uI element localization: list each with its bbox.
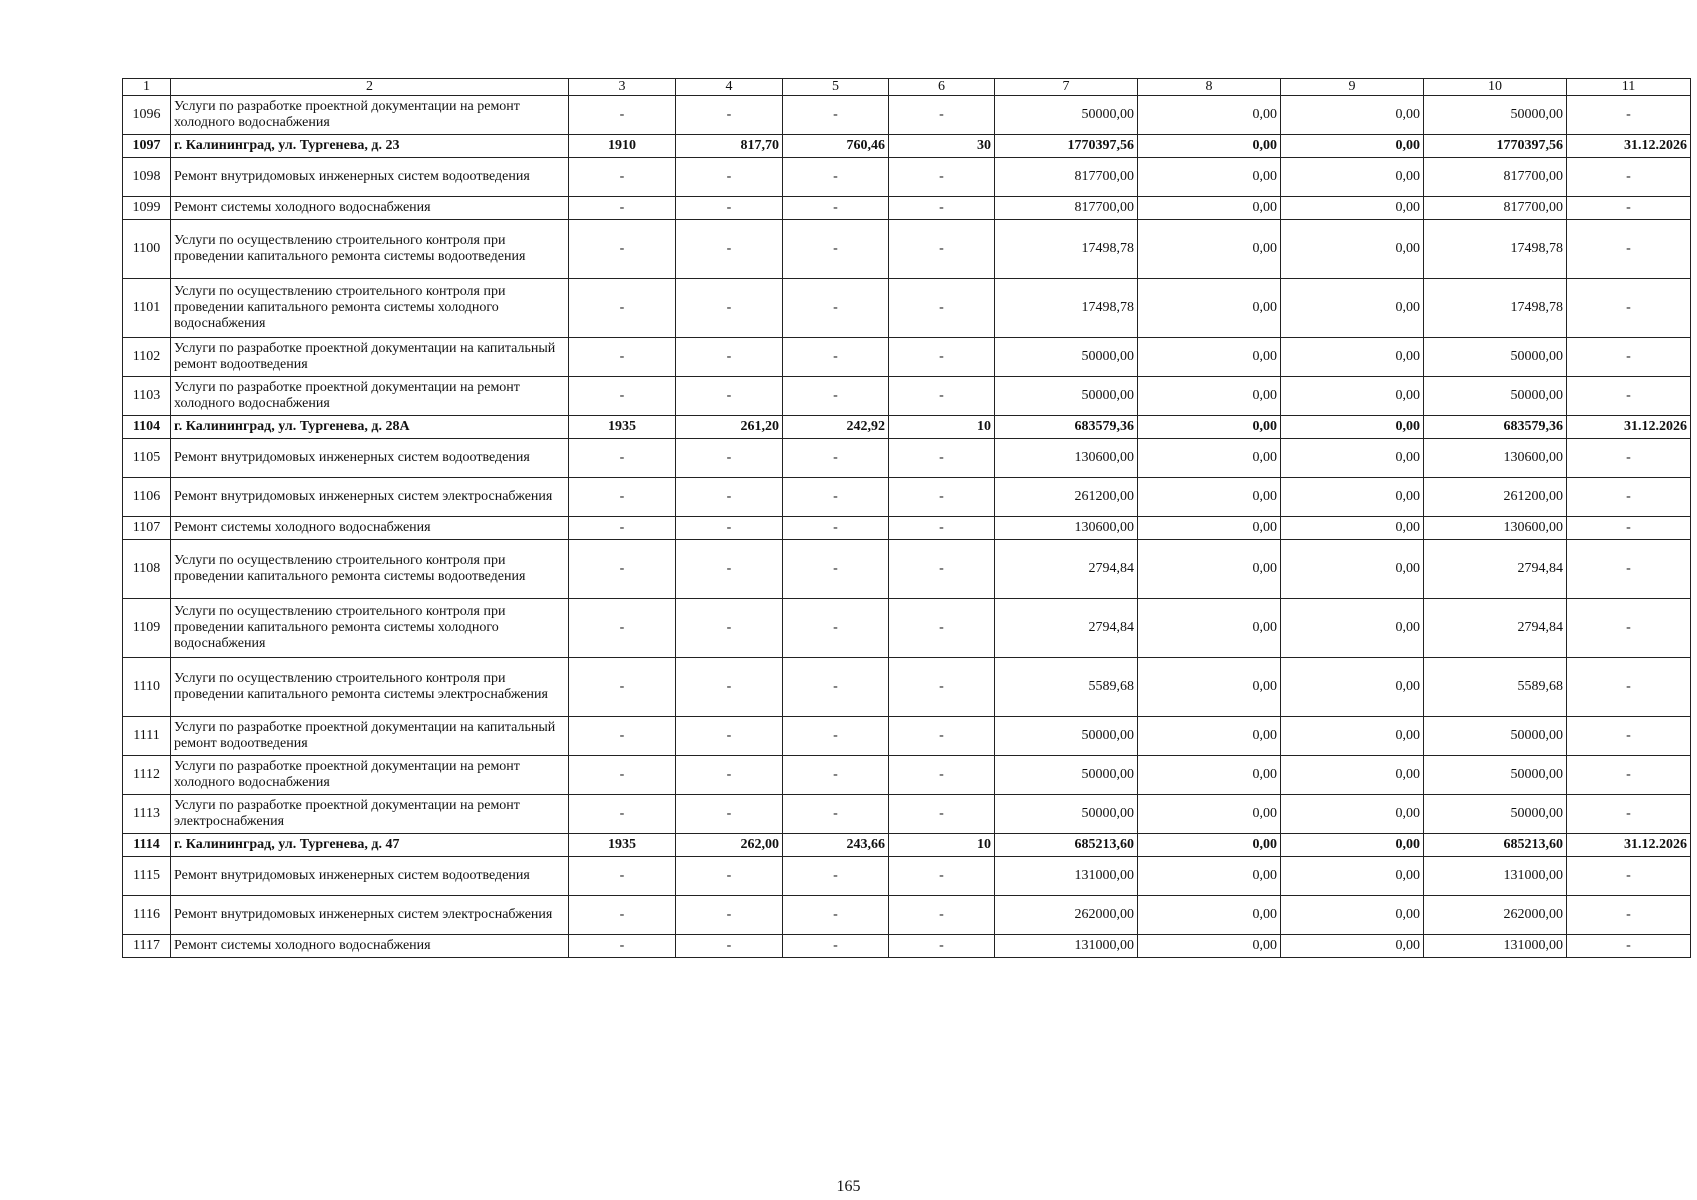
table-row <box>123 338 1691 377</box>
cost-owners-cell: 2794,84 <box>1424 540 1567 599</box>
year-cell: - <box>569 96 676 135</box>
residents-cell: - <box>889 540 995 599</box>
column-header: 7 <box>995 79 1138 96</box>
cost-fund-cell: 0,00 <box>1138 857 1281 896</box>
area-living-cell: - <box>783 756 889 795</box>
area-living-cell: - <box>783 220 889 279</box>
work-name-cell: Ремонт системы холодного водоснабжения <box>171 517 569 540</box>
residents-cell: - <box>889 756 995 795</box>
area-living-cell: 760,46 <box>783 135 889 158</box>
table-row <box>123 478 1691 517</box>
residents-cell: - <box>889 795 995 834</box>
cost-total-cell: 17498,78 <box>995 279 1138 338</box>
column-header: 5 <box>783 79 889 96</box>
area-total-cell: - <box>676 935 783 958</box>
cost-fund-cell: 0,00 <box>1138 96 1281 135</box>
work-name-cell: Ремонт системы холодного водоснабжения <box>171 935 569 958</box>
cost-owners-cell: 50000,00 <box>1424 795 1567 834</box>
area-total-cell: - <box>676 158 783 197</box>
row-number-cell: 1115 <box>123 857 171 896</box>
area-living-cell: - <box>783 540 889 599</box>
cost-owners-cell: 2794,84 <box>1424 599 1567 658</box>
row-number-cell: 1113 <box>123 795 171 834</box>
deadline-cell: 31.12.2026 <box>1567 416 1691 439</box>
year-cell: - <box>569 896 676 935</box>
area-living-cell: - <box>783 338 889 377</box>
cost-fund-cell: 0,00 <box>1138 377 1281 416</box>
work-name-cell: г. Калининград, ул. Тургенева, д. 28А <box>171 416 569 439</box>
residents-cell: 30 <box>889 135 995 158</box>
cost-total-cell: 130600,00 <box>995 439 1138 478</box>
area-living-cell: - <box>783 158 889 197</box>
address-row <box>123 834 1691 857</box>
work-name-cell: Ремонт внутридомовых инженерных систем водоотведения <box>171 857 569 896</box>
area-total-cell: - <box>676 795 783 834</box>
area-total-cell: - <box>676 377 783 416</box>
row-number-cell: 1102 <box>123 338 171 377</box>
table-row <box>123 795 1691 834</box>
year-cell: 1935 <box>569 416 676 439</box>
table-row <box>123 935 1691 958</box>
cost-fund-cell: 0,00 <box>1138 935 1281 958</box>
cost-fund-cell: 0,00 <box>1138 658 1281 717</box>
area-total-cell: - <box>676 279 783 338</box>
residents-cell: - <box>889 197 995 220</box>
area-total-cell: 262,00 <box>676 834 783 857</box>
area-total-cell: - <box>676 857 783 896</box>
deadline-cell: 31.12.2026 <box>1567 135 1691 158</box>
table-row <box>123 96 1691 135</box>
column-number-header-row <box>123 79 1691 96</box>
area-total-cell: - <box>676 96 783 135</box>
table-row <box>123 517 1691 540</box>
cost-total-cell: 262000,00 <box>995 896 1138 935</box>
cost-owners-cell: 50000,00 <box>1424 756 1567 795</box>
cost-total-cell: 50000,00 <box>995 338 1138 377</box>
area-living-cell: - <box>783 935 889 958</box>
area-total-cell: - <box>676 658 783 717</box>
address-row <box>123 135 1691 158</box>
cost-total-cell: 261200,00 <box>995 478 1138 517</box>
residents-cell: - <box>889 857 995 896</box>
cost-total-cell: 130600,00 <box>995 517 1138 540</box>
residents-cell: - <box>889 158 995 197</box>
residents-cell: - <box>889 220 995 279</box>
cost-budget-cell: 0,00 <box>1281 338 1424 377</box>
deadline-cell: - <box>1567 377 1691 416</box>
residents-cell: - <box>889 279 995 338</box>
area-total-cell: - <box>676 478 783 517</box>
deadline-cell: - <box>1567 96 1691 135</box>
cost-budget-cell: 0,00 <box>1281 658 1424 717</box>
cost-owners-cell: 50000,00 <box>1424 96 1567 135</box>
deadline-cell: - <box>1567 279 1691 338</box>
cost-total-cell: 5589,68 <box>995 658 1138 717</box>
work-name-cell: г. Калининград, ул. Тургенева, д. 47 <box>171 834 569 857</box>
cost-fund-cell: 0,00 <box>1138 478 1281 517</box>
cost-budget-cell: 0,00 <box>1281 478 1424 517</box>
cost-total-cell: 17498,78 <box>995 220 1138 279</box>
residents-cell: 10 <box>889 416 995 439</box>
residents-cell: 10 <box>889 834 995 857</box>
cost-budget-cell: 0,00 <box>1281 220 1424 279</box>
residents-cell: - <box>889 599 995 658</box>
cost-total-cell: 1770397,56 <box>995 135 1138 158</box>
area-total-cell: - <box>676 599 783 658</box>
cost-budget-cell: 0,00 <box>1281 517 1424 540</box>
row-number-cell: 1114 <box>123 834 171 857</box>
cost-total-cell: 50000,00 <box>995 795 1138 834</box>
work-name-cell: Услуги по осуществлению строительного контроля при проведении капитального ремонта системы водоотведения <box>171 540 569 599</box>
row-number-cell: 1097 <box>123 135 171 158</box>
year-cell: - <box>569 658 676 717</box>
column-header: 9 <box>1281 79 1424 96</box>
cost-owners-cell: 130600,00 <box>1424 439 1567 478</box>
cost-fund-cell: 0,00 <box>1138 279 1281 338</box>
cost-owners-cell: 130600,00 <box>1424 517 1567 540</box>
page-number: 165 <box>836 1178 861 1195</box>
row-number-cell: 1109 <box>123 599 171 658</box>
area-living-cell: - <box>783 517 889 540</box>
cost-budget-cell: 0,00 <box>1281 795 1424 834</box>
cost-budget-cell: 0,00 <box>1281 834 1424 857</box>
works-table <box>122 78 1691 958</box>
cost-fund-cell: 0,00 <box>1138 896 1281 935</box>
cost-total-cell: 50000,00 <box>995 96 1138 135</box>
area-living-cell: - <box>783 197 889 220</box>
cost-budget-cell: 0,00 <box>1281 857 1424 896</box>
deadline-cell: - <box>1567 478 1691 517</box>
table-row <box>123 540 1691 599</box>
cost-owners-cell: 262000,00 <box>1424 896 1567 935</box>
cost-budget-cell: 0,00 <box>1281 197 1424 220</box>
table-row <box>123 717 1691 756</box>
work-name-cell: Услуги по разработке проектной документации на ремонт холодного водоснабжения <box>171 756 569 795</box>
cost-fund-cell: 0,00 <box>1138 135 1281 158</box>
column-header: 4 <box>676 79 783 96</box>
deadline-cell: - <box>1567 857 1691 896</box>
work-name-cell: Услуги по осуществлению строительного контроля при проведении капитального ремонта системы электроснабжения <box>171 658 569 717</box>
work-name-cell: Услуги по разработке проектной документации на капитальный ремонт водоотведения <box>171 717 569 756</box>
work-name-cell: Ремонт системы холодного водоснабжения <box>171 197 569 220</box>
table-row <box>123 279 1691 338</box>
residents-cell: - <box>889 717 995 756</box>
deadline-cell: - <box>1567 439 1691 478</box>
cost-fund-cell: 0,00 <box>1138 158 1281 197</box>
year-cell: 1910 <box>569 135 676 158</box>
cost-fund-cell: 0,00 <box>1138 338 1281 377</box>
year-cell: - <box>569 935 676 958</box>
area-living-cell: - <box>783 896 889 935</box>
area-total-cell: - <box>676 756 783 795</box>
area-living-cell: - <box>783 478 889 517</box>
row-number-cell: 1111 <box>123 717 171 756</box>
cost-fund-cell: 0,00 <box>1138 220 1281 279</box>
cost-total-cell: 50000,00 <box>995 377 1138 416</box>
cost-fund-cell: 0,00 <box>1138 599 1281 658</box>
work-name-cell: Услуги по разработке проектной документации на ремонт холодного водоснабжения <box>171 377 569 416</box>
column-header: 3 <box>569 79 676 96</box>
cost-fund-cell: 0,00 <box>1138 540 1281 599</box>
cost-budget-cell: 0,00 <box>1281 279 1424 338</box>
year-cell: - <box>569 857 676 896</box>
area-total-cell: - <box>676 540 783 599</box>
table-row <box>123 857 1691 896</box>
area-living-cell: - <box>783 795 889 834</box>
deadline-cell: - <box>1567 756 1691 795</box>
work-name-cell: Ремонт внутридомовых инженерных систем водоотведения <box>171 439 569 478</box>
work-name-cell: г. Калининград, ул. Тургенева, д. 23 <box>171 135 569 158</box>
work-name-cell: Услуги по осуществлению строительного контроля при проведении капитального ремонта системы холодного водоснабжения <box>171 599 569 658</box>
residents-cell: - <box>889 478 995 517</box>
work-name-cell: Услуги по разработке проектной документации на ремонт электроснабжения <box>171 795 569 834</box>
row-number-cell: 1112 <box>123 756 171 795</box>
year-cell: - <box>569 756 676 795</box>
row-number-cell: 1108 <box>123 540 171 599</box>
row-number-cell: 1101 <box>123 279 171 338</box>
year-cell: - <box>569 795 676 834</box>
table-row <box>123 896 1691 935</box>
cost-budget-cell: 0,00 <box>1281 896 1424 935</box>
cost-fund-cell: 0,00 <box>1138 197 1281 220</box>
cost-fund-cell: 0,00 <box>1138 756 1281 795</box>
area-total-cell: - <box>676 338 783 377</box>
cost-budget-cell: 0,00 <box>1281 599 1424 658</box>
area-total-cell: 817,70 <box>676 135 783 158</box>
cost-fund-cell: 0,00 <box>1138 717 1281 756</box>
row-number-cell: 1110 <box>123 658 171 717</box>
table-row <box>123 599 1691 658</box>
row-number-cell: 1107 <box>123 517 171 540</box>
row-number-cell: 1117 <box>123 935 171 958</box>
cost-total-cell: 2794,84 <box>995 599 1138 658</box>
row-number-cell: 1096 <box>123 96 171 135</box>
table-row <box>123 756 1691 795</box>
cost-budget-cell: 0,00 <box>1281 377 1424 416</box>
cost-budget-cell: 0,00 <box>1281 135 1424 158</box>
year-cell: - <box>569 439 676 478</box>
year-cell: - <box>569 338 676 377</box>
deadline-cell: - <box>1567 197 1691 220</box>
cost-fund-cell: 0,00 <box>1138 517 1281 540</box>
year-cell: - <box>569 158 676 197</box>
year-cell: - <box>569 478 676 517</box>
row-number-cell: 1099 <box>123 197 171 220</box>
area-living-cell: - <box>783 377 889 416</box>
column-header: 8 <box>1138 79 1281 96</box>
year-cell: - <box>569 220 676 279</box>
cost-fund-cell: 0,00 <box>1138 834 1281 857</box>
area-living-cell: 243,66 <box>783 834 889 857</box>
work-name-cell: Услуги по разработке проектной документации на капитальный ремонт водоотведения <box>171 338 569 377</box>
year-cell: - <box>569 197 676 220</box>
cost-total-cell: 685213,60 <box>995 834 1138 857</box>
work-name-cell: Ремонт внутридомовых инженерных систем электроснабжения <box>171 478 569 517</box>
table-row <box>123 197 1691 220</box>
deadline-cell: - <box>1567 658 1691 717</box>
area-total-cell: - <box>676 717 783 756</box>
area-living-cell: - <box>783 279 889 338</box>
deadline-cell: - <box>1567 935 1691 958</box>
year-cell: - <box>569 599 676 658</box>
area-living-cell: - <box>783 96 889 135</box>
area-living-cell: - <box>783 439 889 478</box>
cost-fund-cell: 0,00 <box>1138 439 1281 478</box>
cost-total-cell: 131000,00 <box>995 935 1138 958</box>
residents-cell: - <box>889 935 995 958</box>
work-name-cell: Ремонт внутридомовых инженерных систем водоотведения <box>171 158 569 197</box>
area-living-cell: - <box>783 658 889 717</box>
table-row <box>123 220 1691 279</box>
residents-cell: - <box>889 896 995 935</box>
year-cell: - <box>569 717 676 756</box>
table-body <box>123 96 1691 958</box>
cost-total-cell: 50000,00 <box>995 717 1138 756</box>
work-name-cell: Ремонт внутридомовых инженерных систем электроснабжения <box>171 896 569 935</box>
cost-fund-cell: 0,00 <box>1138 795 1281 834</box>
table-row <box>123 377 1691 416</box>
cost-owners-cell: 131000,00 <box>1424 857 1567 896</box>
column-header: 2 <box>171 79 569 96</box>
cost-total-cell: 817700,00 <box>995 158 1138 197</box>
cost-budget-cell: 0,00 <box>1281 935 1424 958</box>
table-row <box>123 439 1691 478</box>
cost-owners-cell: 5589,68 <box>1424 658 1567 717</box>
residents-cell: - <box>889 439 995 478</box>
row-number-cell: 1116 <box>123 896 171 935</box>
year-cell: - <box>569 377 676 416</box>
year-cell: - <box>569 517 676 540</box>
deadline-cell: - <box>1567 540 1691 599</box>
residents-cell: - <box>889 377 995 416</box>
residents-cell: - <box>889 658 995 717</box>
area-total-cell: - <box>676 197 783 220</box>
cost-total-cell: 50000,00 <box>995 756 1138 795</box>
deadline-cell: - <box>1567 896 1691 935</box>
deadline-cell: 31.12.2026 <box>1567 834 1691 857</box>
column-header: 1 <box>123 79 171 96</box>
area-living-cell: 242,92 <box>783 416 889 439</box>
column-header: 11 <box>1567 79 1691 96</box>
column-header: 10 <box>1424 79 1567 96</box>
cost-owners-cell: 817700,00 <box>1424 197 1567 220</box>
table-row <box>123 658 1691 717</box>
deadline-cell: - <box>1567 338 1691 377</box>
cost-budget-cell: 0,00 <box>1281 717 1424 756</box>
area-living-cell: - <box>783 717 889 756</box>
cost-total-cell: 2794,84 <box>995 540 1138 599</box>
residents-cell: - <box>889 338 995 377</box>
area-total-cell: - <box>676 220 783 279</box>
cost-owners-cell: 50000,00 <box>1424 338 1567 377</box>
work-name-cell: Услуги по осуществлению строительного контроля при проведении капитального ремонта системы водоотведения <box>171 220 569 279</box>
cost-owners-cell: 685213,60 <box>1424 834 1567 857</box>
cost-budget-cell: 0,00 <box>1281 96 1424 135</box>
cost-owners-cell: 1770397,56 <box>1424 135 1567 158</box>
row-number-cell: 1100 <box>123 220 171 279</box>
deadline-cell: - <box>1567 717 1691 756</box>
cost-budget-cell: 0,00 <box>1281 416 1424 439</box>
area-total-cell: - <box>676 439 783 478</box>
deadline-cell: - <box>1567 599 1691 658</box>
row-number-cell: 1104 <box>123 416 171 439</box>
deadline-cell: - <box>1567 158 1691 197</box>
cost-owners-cell: 683579,36 <box>1424 416 1567 439</box>
address-row <box>123 416 1691 439</box>
area-total-cell: 261,20 <box>676 416 783 439</box>
cost-owners-cell: 17498,78 <box>1424 279 1567 338</box>
cost-budget-cell: 0,00 <box>1281 439 1424 478</box>
cost-owners-cell: 50000,00 <box>1424 717 1567 756</box>
area-total-cell: - <box>676 517 783 540</box>
year-cell: - <box>569 540 676 599</box>
work-name-cell: Услуги по осуществлению строительного контроля при проведении капитального ремонта системы холодного водоснабжения <box>171 279 569 338</box>
column-header: 6 <box>889 79 995 96</box>
cost-fund-cell: 0,00 <box>1138 416 1281 439</box>
cost-budget-cell: 0,00 <box>1281 158 1424 197</box>
deadline-cell: - <box>1567 220 1691 279</box>
residents-cell: - <box>889 517 995 540</box>
cost-budget-cell: 0,00 <box>1281 540 1424 599</box>
cost-total-cell: 131000,00 <box>995 857 1138 896</box>
cost-owners-cell: 261200,00 <box>1424 478 1567 517</box>
work-name-cell: Услуги по разработке проектной документации на ремонт холодного водоснабжения <box>171 96 569 135</box>
row-number-cell: 1105 <box>123 439 171 478</box>
year-cell: - <box>569 279 676 338</box>
cost-owners-cell: 17498,78 <box>1424 220 1567 279</box>
row-number-cell: 1103 <box>123 377 171 416</box>
cost-total-cell: 817700,00 <box>995 197 1138 220</box>
deadline-cell: - <box>1567 795 1691 834</box>
residents-cell: - <box>889 96 995 135</box>
table-row <box>123 158 1691 197</box>
area-total-cell: - <box>676 896 783 935</box>
cost-owners-cell: 817700,00 <box>1424 158 1567 197</box>
area-living-cell: - <box>783 857 889 896</box>
row-number-cell: 1098 <box>123 158 171 197</box>
cost-owners-cell: 50000,00 <box>1424 377 1567 416</box>
year-cell: 1935 <box>569 834 676 857</box>
cost-owners-cell: 131000,00 <box>1424 935 1567 958</box>
row-number-cell: 1106 <box>123 478 171 517</box>
deadline-cell: - <box>1567 517 1691 540</box>
cost-budget-cell: 0,00 <box>1281 756 1424 795</box>
area-living-cell: - <box>783 599 889 658</box>
cost-total-cell: 683579,36 <box>995 416 1138 439</box>
